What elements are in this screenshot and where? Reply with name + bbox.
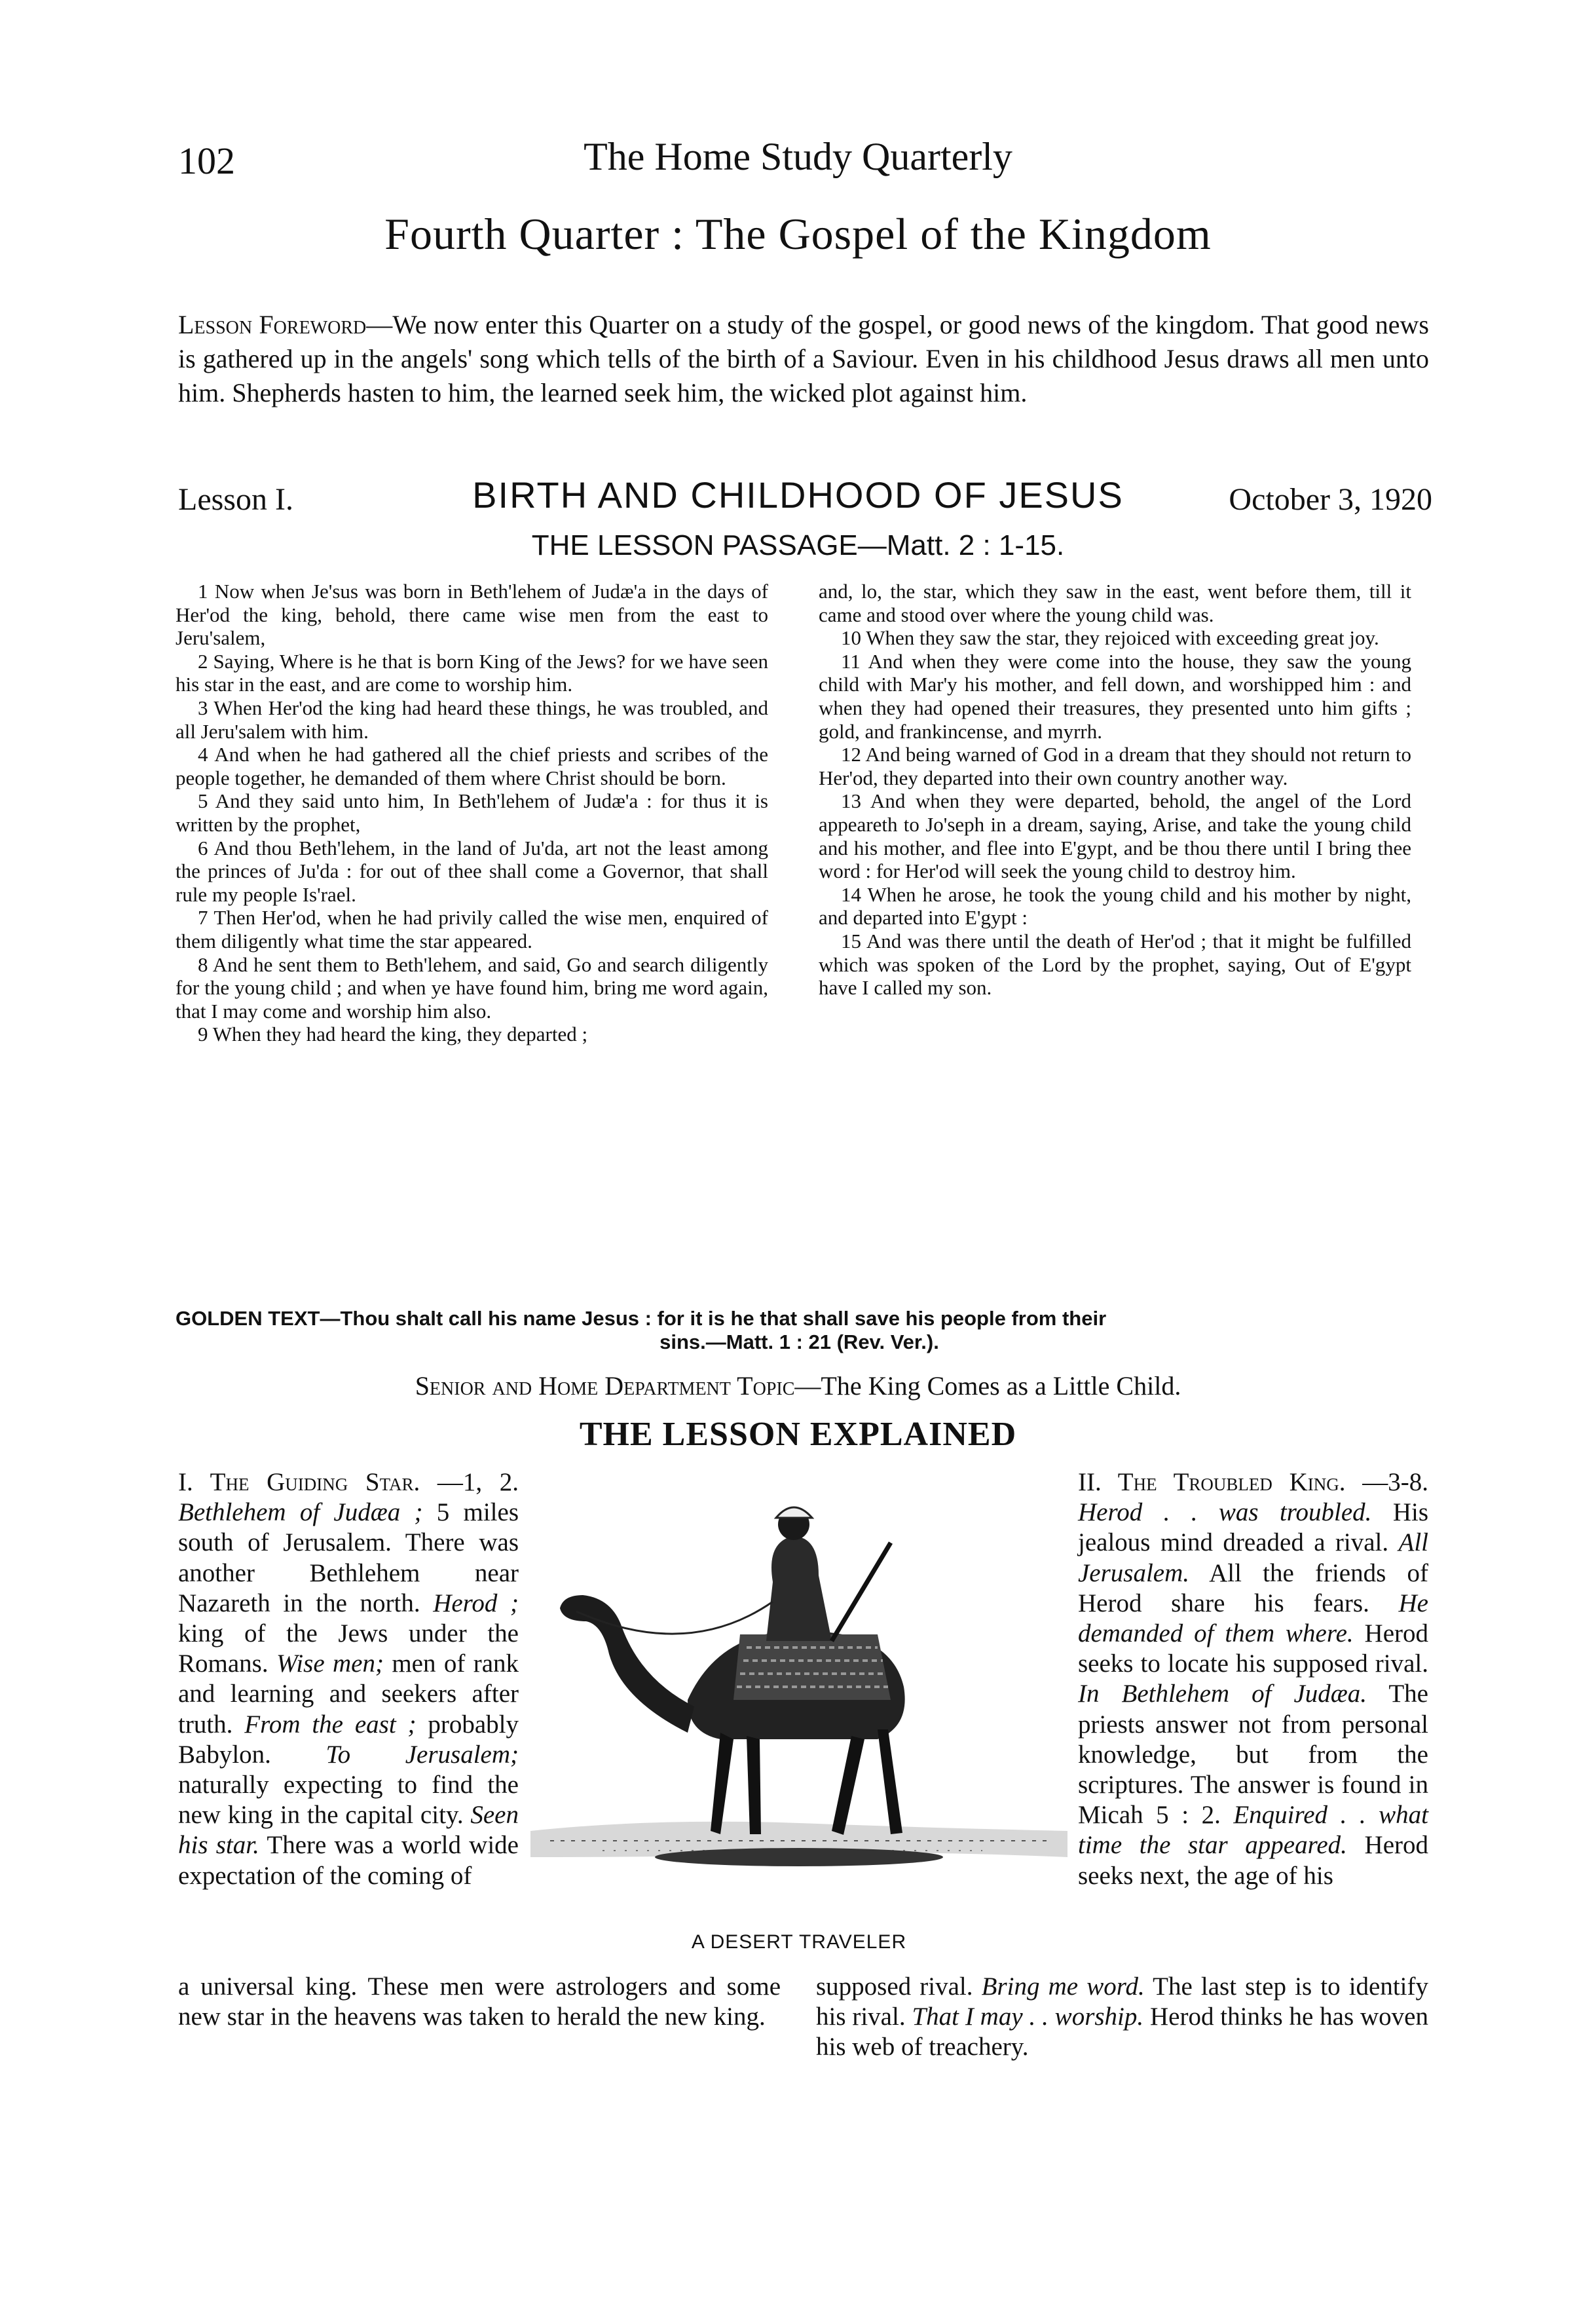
section-2-text: The last step is to identify his rival.	[816, 1972, 1429, 2031]
quarter-title: Fourth Quarter : The Gospel of the Kingdom	[384, 209, 1212, 259]
section-1-text: 5 miles south of Jerusalem. There was another Bethlehem near Nazareth in the north.	[178, 1498, 519, 1617]
section-2-term: Herod . . was troubled.	[1078, 1498, 1372, 1527]
explanation-section-1	[178, 1467, 519, 1891]
section-2-text: His jealous mind dreaded a rival.	[1078, 1498, 1428, 1557]
golden-text	[176, 1307, 1423, 1354]
section-2-term: That I may . . worship.	[912, 2003, 1144, 2031]
golden-text-line2: sins.—Matt. 1 : 21 (Rev. Ver.).	[659, 1330, 939, 1353]
illustration-caption: A DESERT TRAVELER	[691, 1931, 907, 1953]
scripture-verse: 12 And being warned of God in a dream that they should not return to Her'od, they departed into their own country another way.	[819, 743, 1411, 789]
topic-text: —The King Comes as a Little Child.	[794, 1371, 1181, 1401]
scripture-verse: 5 And they said unto him, In Beth'lehem of Judæ'a : for thus it is written by the prophet,	[176, 789, 768, 836]
section-1-heading: I. The Guiding Star.	[178, 1468, 420, 1496]
scripture-verse: 9 When they had heard the king, they departed ;	[198, 1023, 588, 1046]
foreword-label: Lesson Foreword	[178, 310, 367, 339]
section-2-term: He demanded of them where.	[1078, 1589, 1428, 1648]
scripture-verse: 14 When he arose, he took the young child and his mother by night, and departed into E'gypt :	[819, 882, 1411, 930]
section-1-term: Herod ;	[433, 1589, 519, 1617]
scripture-left-column	[176, 580, 768, 1046]
section-2-text: supposed rival.	[816, 1972, 982, 2001]
section-1-text: a universal king. These men were astrologers and some new star in the heavens was taken to herald the new king.	[178, 1972, 781, 2031]
topic-label: Senior and Home Department Topic	[415, 1371, 795, 1401]
section-1-term: Seen his star.	[178, 1801, 519, 1860]
scripture-verse: 11 And when they were come into the house, they saw the young child with Mar'y his mother, and fell down, and worshipped him : and when they had opened their treasures, they presented unto him gifts ; gold, and frankincense, and myrrh.	[819, 649, 1411, 743]
section-2-term: In Bethlehem of Judæa.	[1078, 1680, 1367, 1708]
section-2-text: Herod seeks to locate his supposed rival.	[1078, 1619, 1428, 1678]
explanation-section-2-continued	[816, 1972, 1428, 2063]
department-topic	[0, 1370, 1596, 1401]
explanation-section-2	[1078, 1467, 1428, 1891]
section-2-ref: —3-8.	[1362, 1468, 1429, 1496]
section-1-term: From the east ;	[244, 1710, 417, 1739]
section-2-term: All Jerusalem.	[1078, 1528, 1428, 1587]
page-number: 102	[178, 140, 235, 182]
scripture-verse: 3 When Her'od the king had heard these things, he was troubled, and all Jeru'salem with him.	[176, 696, 768, 743]
section-1-text: probably Babylon.	[178, 1710, 519, 1769]
scripture-verse: 8 And he sent them to Beth'lehem, and said, Go and search diligently for the young child ; and when ye have found him, bring me word again, that I may come and worship him also.	[176, 952, 768, 1023]
explanation-section-1-continued	[178, 1972, 781, 2032]
section-2-text: The priests answer not from personal knowledge, but from the scriptures. The answer is found in Micah 5 : 2.	[1078, 1680, 1428, 1830]
scripture-verse: 4 And when he had gathered all the chief priests and scribes of the people together, he demanded of them where Christ should be born.	[176, 743, 768, 789]
scripture-verse: 2 Saying, Where is he that is born King of the Jews? for we have seen his star in the east, and are come to worship him.	[176, 649, 768, 696]
scripture-verse: 13 And when they were departed, behold, the angel of the Lord appeareth to Jo'seph in a dream, saying, Arise, and take the young child and his mother, and flee into E'gypt, and be thou there until I bring thee word : for Her'od will seek the young child to destroy him.	[819, 789, 1411, 883]
scripture-right-column	[819, 580, 1411, 1000]
section-1-text: There was a world wide expectation of the coming of	[178, 1831, 519, 1890]
section-1-text: king of the Jews under the Romans.	[178, 1619, 519, 1678]
scripture-verse: 1 Now when Je'sus was born in Beth'lehem of Judæ'a in the days of Her'od the king, behold, there came wise men from the east to Jeru'salem,	[176, 580, 768, 650]
section-1-term: Bethlehem of Judæa ;	[178, 1498, 423, 1527]
lesson-foreword	[178, 308, 1429, 410]
scripture-verse: 10 When they saw the star, they rejoiced with exceeding great joy.	[841, 626, 1379, 650]
scripture-verse: and, lo, the star, which they saw in the east, went before them, till it came and stood over where the young child was.	[819, 580, 1411, 626]
section-1-text: naturally expecting to find the new king in the capital city.	[178, 1771, 519, 1830]
scripture-verse: 15 And was there until the death of Her'od ; that it might be fulfilled which was spoken of the Lord by the prophet, saying, Out of E'gypt have I called my son.	[819, 929, 1411, 1000]
lesson-date: October 3, 1920	[1229, 482, 1432, 517]
section-1-term: Wise men;	[276, 1649, 384, 1678]
section-2-term: Enquired . . what time the star appeared.	[1078, 1801, 1429, 1860]
lesson-number: Lesson I.	[178, 482, 293, 517]
section-1-text: men of rank and learning and seekers after truth.	[178, 1649, 519, 1739]
golden-text-line1: GOLDEN TEXT—Thou shalt call his name Jesus : for it is he that shall save his people from their	[176, 1307, 1107, 1330]
section-1-term: To Jerusalem;	[325, 1740, 519, 1769]
section-2-text: Herod thinks he has woven his web of treachery.	[816, 2003, 1428, 2062]
section-2-text: All the friends of Herod share his fears.	[1078, 1558, 1428, 1617]
scripture-verse: 6 And thou Beth'lehem, in the land of Ju'da, art not the least among the princes of Ju'da : for out of thee shall come a Governor, that shall rule my people Is'rael.	[176, 836, 768, 906]
section-2-heading: II. The Troubled King.	[1078, 1468, 1346, 1496]
camel-rider-image	[524, 1464, 1074, 1923]
running-head: The Home Study Quarterly	[584, 135, 1012, 178]
section-1-ref: —1, 2.	[437, 1468, 519, 1496]
scripture-verse: 7 Then Her'od, when he had privily called the wise men, enquired of them diligently what time the star appeared.	[176, 906, 768, 952]
section-2-term: Bring me word.	[981, 1972, 1145, 2001]
desert-traveler-illustration	[524, 1464, 1074, 1923]
lesson-title: BIRTH AND CHILDHOOD OF JESUS	[472, 474, 1124, 516]
section-2-text: Herod seeks next, the age of his	[1078, 1831, 1428, 1890]
lesson-explained-heading: THE LESSON EXPLAINED	[579, 1416, 1017, 1453]
lesson-passage-heading: THE LESSON PASSAGE—Matt. 2 : 1-15.	[531, 529, 1065, 561]
foreword-text: —We now enter this Quarter on a study of the gospel, or good news of the kingdom. That good news is gathered up in the angels' song which tells of the birth of a Saviour. Even in his childhood Jesus draws all men unto him. Shepherds hasten to him, the learned seek him, the wicked plot against him.	[178, 310, 1429, 407]
